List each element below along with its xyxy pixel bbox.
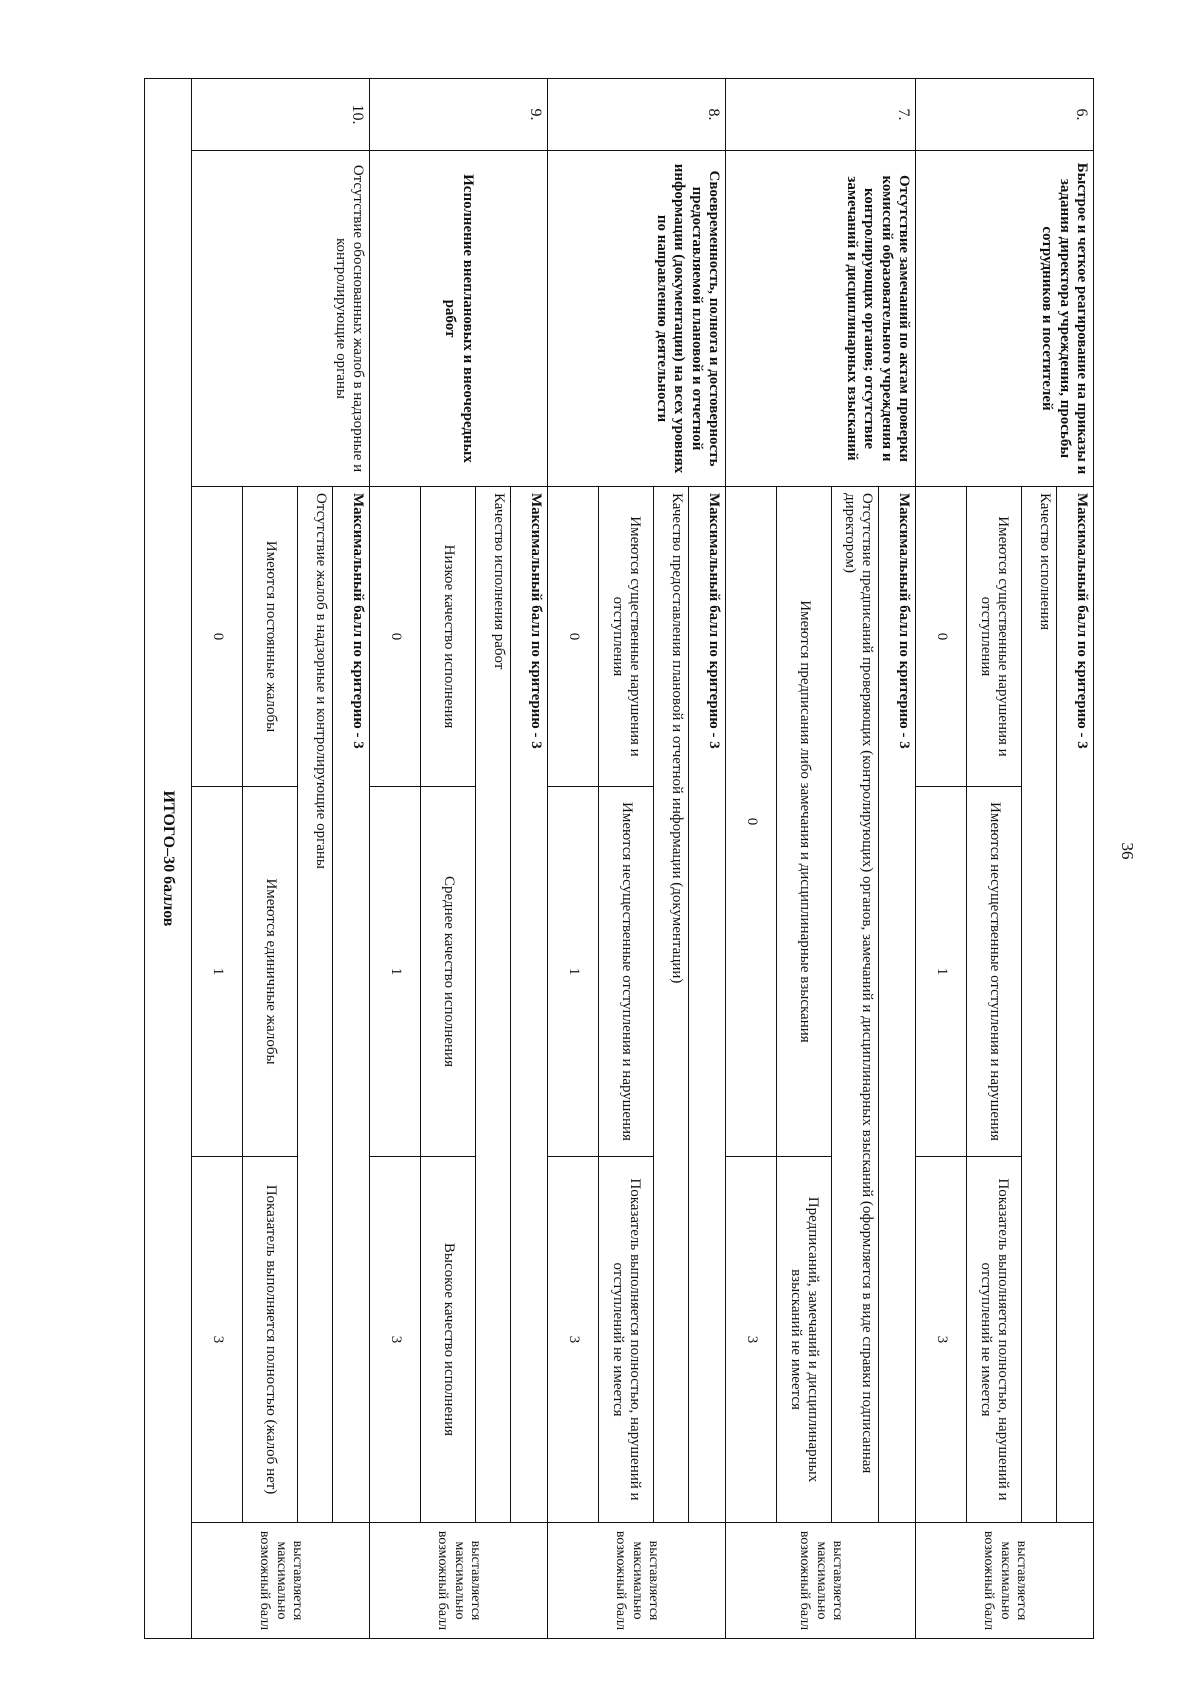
criterion-name: Отсутствие обоснованных жалоб в надзорные и контролирующие органы	[192, 151, 370, 487]
criteria-table	[144, 78, 1094, 1639]
indicator-label: Отсутствие предписаний проверяющих (контролирующих) органов, замечаний и дисциплинарных взысканий (оформляется в виде справки подписанная директором)	[832, 487, 879, 1523]
row-number: 10.	[192, 79, 370, 151]
row-number: 8.	[548, 79, 726, 151]
rotated-document	[118, 78, 1094, 1638]
max-score-label: Максимальный балл по критерию - 3	[689, 487, 726, 1523]
row-number: 6.	[916, 79, 1094, 151]
score-note: выставляется максимально возможный балл	[916, 1523, 1094, 1639]
score-note: выставляется максимально возможный балл	[548, 1523, 726, 1639]
score-note: выставляется максимально возможный балл	[726, 1523, 916, 1639]
level-cell: Имеются существенные нарушения и отступления	[599, 487, 654, 787]
points-cell: 3	[916, 1157, 967, 1523]
points-cell: 3	[548, 1157, 599, 1523]
max-score-label: Максимальный балл по критерию - 3	[333, 487, 370, 1523]
page-number: 36	[1118, 842, 1137, 860]
criterion-row-9	[511, 79, 548, 1639]
score-note: выставляется максимально возможный балл	[192, 1523, 370, 1639]
level-cell: Высокое качество исполнения	[421, 1157, 476, 1523]
indicator-label: Качество предоставления плановой и отчетной информации (документации)	[654, 487, 689, 1523]
criterion-row-6	[1057, 79, 1094, 1639]
level-cell: Имеются постоянные жалобы	[243, 487, 298, 787]
points-cell: 3	[370, 1157, 421, 1523]
criterion-name: Быстрое и четкое реагирование на приказы и задания директора учреждения, просьбы сотрудников и посетителей	[916, 151, 1094, 487]
points-cell: 0	[916, 487, 967, 787]
indicator-label: Качество исполнения	[1022, 487, 1057, 1523]
criterion-name: Своевременность, полнота и достоверность предоставляемой плановой и отчетной информации (документации) на всех уровнях по направлению деятельности	[548, 151, 726, 487]
criterion-name: Исполнение внеплановых и внеочередных работ	[370, 151, 548, 487]
level-cell: Низкое качество исполнения	[421, 487, 476, 787]
row-number: 9.	[370, 79, 548, 151]
level-cell: Предписаний, замечаний и дисциплинарных взысканий не имеется	[777, 1157, 832, 1523]
indicator-label: Качество исполнения работ	[476, 487, 511, 1523]
level-cell: Имеются единичные жалобы	[243, 787, 298, 1157]
points-cell: 0	[192, 487, 243, 787]
points-cell: 1	[192, 787, 243, 1157]
level-cell: Имеются предписания либо замечания и дисциплинарные взыскания	[777, 487, 832, 1157]
criterion-row-10	[333, 79, 370, 1639]
points-cell: 3	[192, 1157, 243, 1523]
max-score-label: Максимальный балл по критерию - 3	[511, 487, 548, 1523]
level-cell: Показатель выполняется полностью (жалоб нет)	[243, 1157, 298, 1523]
level-cell: Показатель выполняется полностью, нарушений и отступлений не имеется	[599, 1157, 654, 1523]
level-cell: Имеются несущественные отступления и нарушения	[967, 787, 1022, 1157]
total-row	[145, 79, 192, 1639]
criterion-row-7	[879, 79, 916, 1639]
criterion-name: Отсутствие замечаний по актам проверки комиссий образовательного учреждения и контролирующих органов; отсутствие замечаний и дисциплинарных взысканий	[726, 151, 916, 487]
points-cell: 1	[916, 787, 967, 1157]
total-label: ИТОГО–30 баллов	[145, 79, 192, 1639]
score-note: выставляется максимально возможный балл	[370, 1523, 548, 1639]
points-cell: 1	[548, 787, 599, 1157]
points-cell: 0	[370, 487, 421, 787]
level-cell: Имеются существенные нарушения и отступления	[967, 487, 1022, 787]
max-score-label: Максимальный балл по критерию - 3	[1057, 487, 1094, 1523]
level-cell: Среднее качество исполнения	[421, 787, 476, 1157]
row-number: 7.	[726, 79, 916, 151]
max-score-label: Максимальный балл по критерию - 3	[879, 487, 916, 1523]
points-cell: 0	[726, 487, 777, 1157]
indicator-label: Отсутствие жалоб в надзорные и контролирующие органы	[298, 487, 333, 1523]
criterion-row-8	[689, 79, 726, 1639]
points-cell: 3	[726, 1157, 777, 1523]
points-cell: 1	[370, 787, 421, 1157]
points-cell: 0	[548, 487, 599, 787]
level-cell: Имеются несущественные отступления и нарушения	[599, 787, 654, 1157]
level-cell: Показатель выполняется полностью, нарушений и отступлений не имеется	[967, 1157, 1022, 1523]
